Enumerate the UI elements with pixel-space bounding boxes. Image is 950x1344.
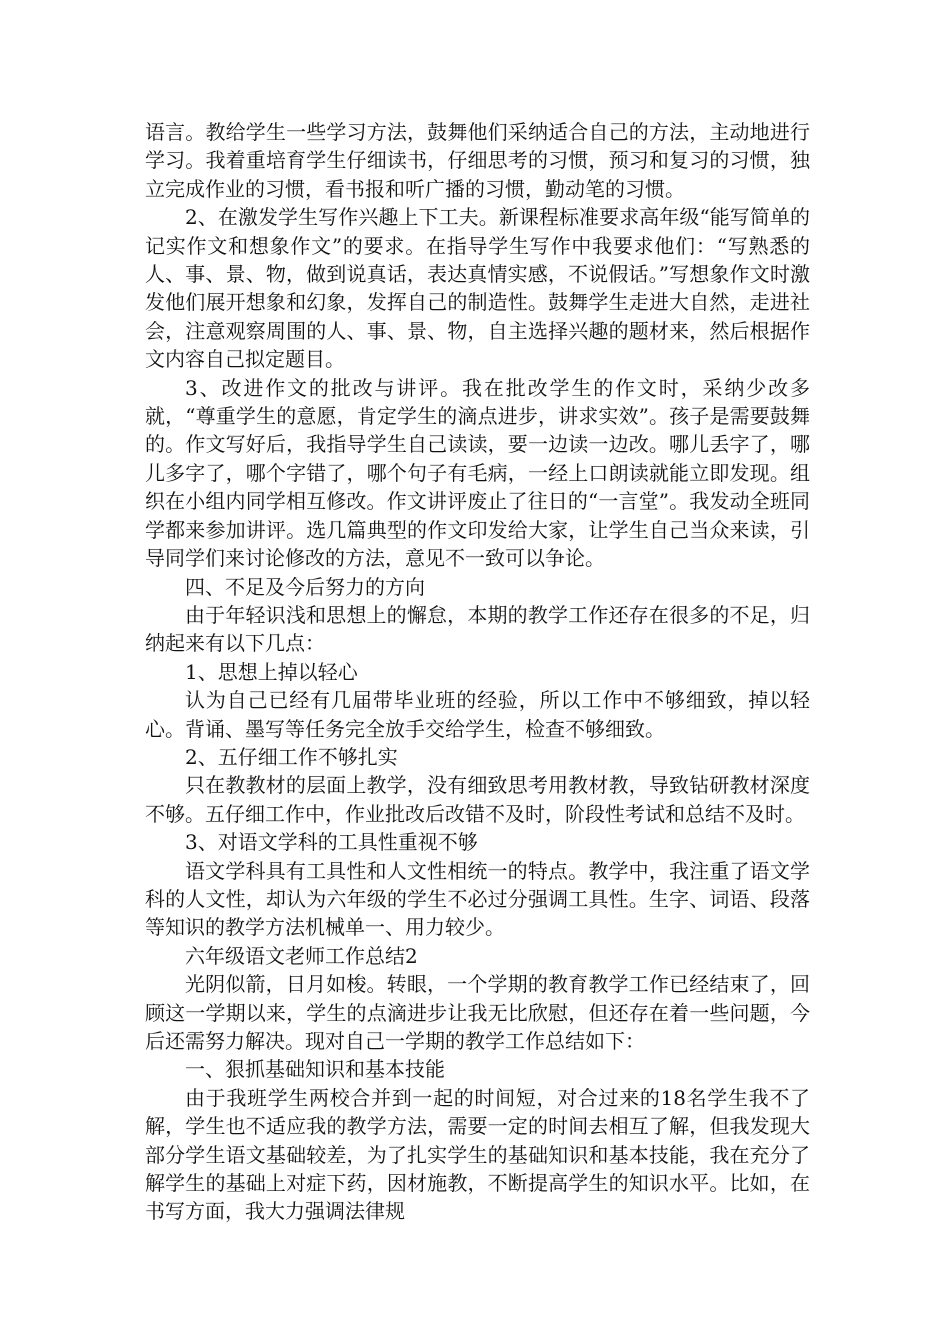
section-heading-shortcomings: 四、不足及今后努力的方向	[185, 574, 425, 599]
subheading-careless: 1、思想上掉以轻心	[185, 659, 358, 684]
paragraph-shortcomings-intro: 由于年轻识浅和思想上的懈怠，本期的教学工作还存在很多的不足，归纳起来有以下几点：	[145, 602, 810, 656]
subheading-five-careful: 2、五仔细工作不够扎实	[185, 744, 398, 769]
paragraph-careless: 认为自己已经有几届带毕业班的经验，所以工作中不够细致，掉以轻心。背诵、墨写等任务完全放手交给学生，检查不够细致。	[145, 688, 810, 741]
paragraph-five-careful: 只在教教材的层面上教学，没有细致思考用教材教，导致钻研教材深度不够。五仔细工作中，作业批改后改错不及时，阶段性考试和总结不及时。	[145, 773, 810, 826]
paragraph-instrumental: 语文学科具有工具性和人文性相统一的特点。教学中，我注重了语文学科的人文性，却认为六年级的学生不必过分强调工具性。生字、词语、段落等知识的教学方法机械单一、用力较少。	[145, 858, 810, 940]
paragraph-summary-intro: 光阴似箭，日月如梭。转眼，一个学期的教育教学工作已经结束了，回顾这一学期以来，学生的点滴进步让我无比欣慰，但还存在着一些问题，今后还需努力解决。现对自己一学期的教学工作总结如下：	[145, 972, 810, 1053]
paragraph-writing-interest: 2、在激发学生写作兴趣上下工夫。新课程标准要求高年级“能写简单的记实作文和想象作文”的要求。在指导学生写作中我要求他们：“写熟悉的人、事、景、物，做到说真话，表达真情实感，不说假话。”写想象作文时激发他们展开想象和幻象，发挥自己的制造性。鼓舞学生走进大自然，走进社会，注意观察周围的人、事、景、物，自主选择兴趣的题材来，然后根据作文内容自己拟定题目。	[145, 205, 810, 372]
document-title-2: 六年级语文老师工作总结2	[185, 943, 418, 968]
document-body	[145, 118, 810, 1226]
paragraph-continuation: 语言。教给学生一些学习方法，鼓舞他们采纳适合自己的方法，主动地进行学习。我着重培育学生仔细读书，仔细思考的习惯，预习和复习的习惯，独立完成作业的习惯，看书报和听广播的习惯，勤动笔的习惯。	[145, 120, 810, 201]
paragraph-basics: 由于我班学生两校合并到一起的时间短，对合过来的18名学生我不了解，学生也不适应我的教学方法，需要一定的时间去相互了解，但我发现大部分学生语文基础较差，为了扎实学生的基础知识和基本技能，我在充分了解学生的基础上对症下药，因材施教，不断提高学生的知识水平。比如，在书写方面，我大力强调法律规	[145, 1085, 810, 1224]
section-heading-basics: 一、狠抓基础知识和基本技能	[185, 1057, 445, 1082]
subheading-instrumental: 3、对语文学科的工具性重视不够	[185, 830, 478, 855]
paragraph-essay-grading: 3、改进作文的批改与讲评。我在批改学生的作文时，采纳少改多就，“尊重学生的意愿，肯定学生的滴点进步，讲求实效”。孩子是需要鼓舞的。作文写好后，我指导学生自己读读，要一边读一边改。哪儿丢字了，哪儿多字了，哪个字错了，哪个句子有毛病，一经上口朗读就能立即发现。组织在小组内同学相互修改。作文讲评废止了往日的“一言堂”。我发动全班同学都来参加讲评。选几篇典型的作文印发给大家，让学生自己当众来读，引导同学们来讨论修改的方法，意见不一致可以争论。	[145, 375, 810, 571]
